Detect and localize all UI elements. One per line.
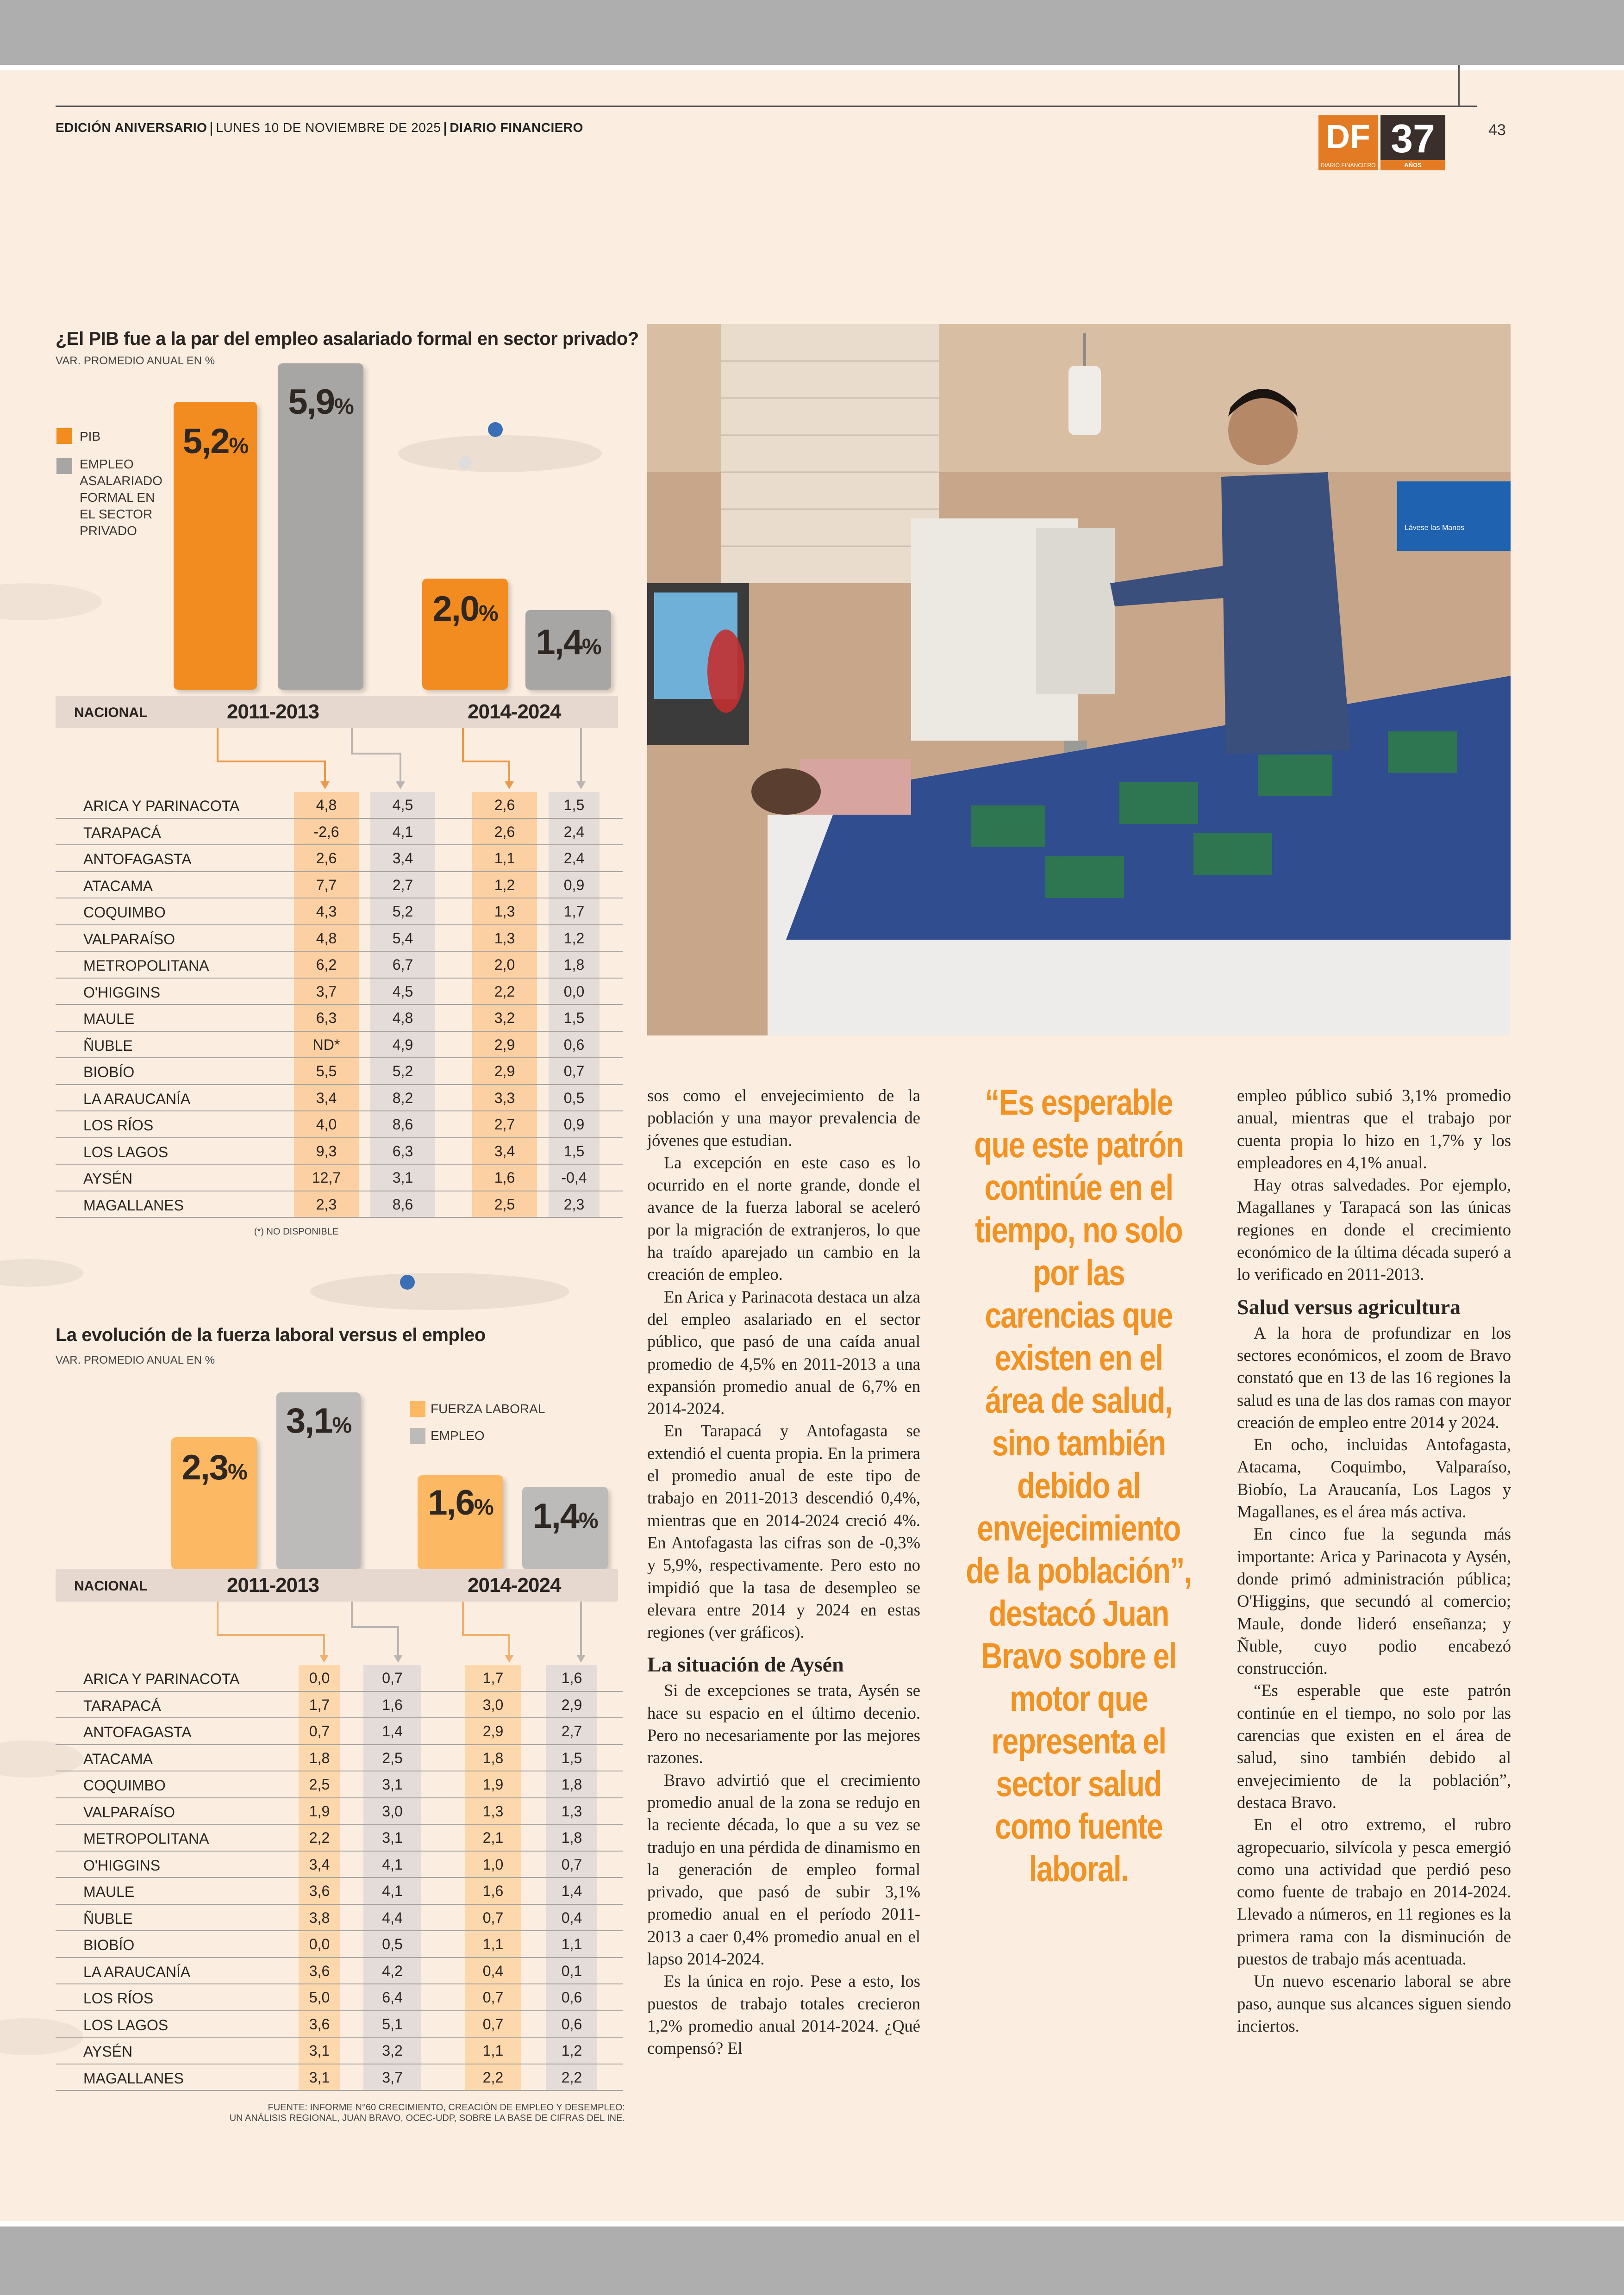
table-cell: 3,1 bbox=[370, 1165, 435, 1191]
table-row bbox=[56, 1665, 623, 1692]
region-name: ARICA Y PARINACOTA bbox=[83, 798, 240, 814]
table-cell: 3,8 bbox=[299, 1905, 340, 1931]
table-cell: 1,8 bbox=[299, 1745, 340, 1771]
table-cell: 4,2 bbox=[363, 1958, 421, 1984]
table-cell: 4,1 bbox=[363, 1852, 421, 1877]
table-cell: 1,9 bbox=[465, 1771, 521, 1797]
table-cell: 3,0 bbox=[363, 1798, 421, 1824]
table-cell: -0,4 bbox=[549, 1165, 600, 1191]
chart2-source: FUENTE: INFORME N°60 CRECIMIENTO, CREACIÓN DE EMPLEO Y DESEMPLEO: UN ANÁLISIS REGIONAL, JUAN BRAVO, OCEC-UDP, SOBRE LA BASE DE CIFRAS DEL INE. bbox=[229, 2102, 625, 2123]
table-cell: 1,4 bbox=[546, 1878, 597, 1904]
table-cell: 2,2 bbox=[465, 2064, 521, 2090]
bar-empleo-2011-2013 bbox=[276, 1392, 361, 1569]
bar-fuerza-2011-2013 bbox=[171, 1437, 257, 1569]
article-column-1 bbox=[647, 1085, 920, 2059]
chart2-subtitle: VAR. PROMEDIO ANUAL EN % bbox=[56, 1354, 215, 1366]
paragraph: Si de excepciones se trata, Aysén se hace su espacio en el último decenio. Pero no necesariamente por las mejores razones. bbox=[647, 1681, 920, 1767]
table-cell: 12,7 bbox=[294, 1165, 359, 1191]
table-cell: 4,5 bbox=[370, 979, 435, 1004]
table-cell: 1,3 bbox=[472, 925, 537, 951]
table-cell: 4,1 bbox=[370, 819, 435, 845]
table-cell: 0,7 bbox=[549, 1058, 600, 1084]
region-name: TARAPACÁ bbox=[83, 824, 161, 841]
paragraph: En Arica y Parinacota destaca un alza del empleo asalariado en el sector público, que pasó de una caída anual promedio de 4,5% en 2011-2013 a una expansión promedio anual de 6,7% en 2014-2024. bbox=[647, 1287, 920, 1418]
table-cell: 0,7 bbox=[363, 1665, 421, 1691]
region-name: COQUIMBO bbox=[83, 904, 166, 921]
legend-fuerza-laboral: FUERZA LABORAL bbox=[431, 1402, 545, 1416]
region-name: LA ARAUCANÍA bbox=[83, 1963, 191, 1980]
table-row bbox=[56, 898, 623, 925]
table-cell: 3,3 bbox=[472, 1085, 537, 1111]
table-cell: 4,4 bbox=[363, 1905, 421, 1931]
table-cell: 1,5 bbox=[549, 792, 600, 818]
table-row bbox=[56, 1905, 623, 1932]
table-row bbox=[56, 2038, 623, 2064]
table-cell: 9,3 bbox=[294, 1138, 359, 1164]
table-cell: 3,6 bbox=[299, 1878, 340, 1904]
table-cell: 1,1 bbox=[465, 2038, 521, 2064]
table-cell: 1,3 bbox=[472, 898, 537, 924]
chart1-regional-table bbox=[56, 792, 623, 1218]
table-row bbox=[56, 845, 623, 872]
table-row bbox=[56, 1771, 623, 1798]
table-cell: 3,6 bbox=[299, 2011, 340, 2037]
table-cell: 0,4 bbox=[465, 1958, 521, 1984]
bar-empleo-2014-2024 bbox=[525, 610, 611, 690]
table-cell: 3,2 bbox=[472, 1005, 537, 1031]
table-cell: 1,6 bbox=[472, 1165, 537, 1191]
table-cell: 4,8 bbox=[294, 925, 359, 951]
table-cell: 3,7 bbox=[363, 2064, 421, 2090]
table-cell: 2,7 bbox=[546, 1718, 597, 1744]
table-cell: 2,0 bbox=[472, 952, 537, 978]
chart1-subtitle: VAR. PROMEDIO ANUAL EN % bbox=[56, 355, 215, 367]
bar-value: 5,9% bbox=[288, 382, 353, 422]
table-cell: 4,9 bbox=[370, 1032, 435, 1058]
table-cell: 1,5 bbox=[549, 1005, 600, 1031]
table-cell: 1,8 bbox=[465, 1745, 521, 1771]
table-cell: 1,2 bbox=[472, 872, 537, 898]
table-cell: 0,6 bbox=[549, 1032, 600, 1058]
region-name: MAGALLANES bbox=[83, 1197, 184, 1214]
table-cell: 4,8 bbox=[370, 1005, 435, 1031]
table-cell: 2,5 bbox=[472, 1191, 537, 1217]
table-cell: 6,4 bbox=[363, 1984, 421, 2010]
table-cell: 5,5 bbox=[294, 1058, 359, 1084]
subheading-salud: Salud versus agricultura bbox=[1237, 1295, 1461, 1319]
table-cell: 1,4 bbox=[363, 1718, 421, 1744]
table-cell: 5,2 bbox=[370, 1058, 435, 1084]
chart2-regional-table bbox=[56, 1665, 623, 2091]
table-cell: 1,1 bbox=[465, 1931, 521, 1957]
header-dateline bbox=[56, 120, 583, 136]
table-cell: 1,7 bbox=[465, 1665, 521, 1691]
table-cell: 4,5 bbox=[370, 792, 435, 818]
paragraph: En Tarapacá y Antofagasta se extendió el cuenta propia. En la primera el promedio anual de este tipo de trabajo en 2011-2013 descendió 0,4%, mientras que en 2014-2024 creció 4%. En Antofagasta las cifras son de -0,3% y 5,9%, respectivamente. Pero esto no impidió que la tasa de desempleo se elevara entre 2014 y 2024 en estas regiones (ver gráficos). bbox=[647, 1421, 920, 1642]
region-name: ATACAMA bbox=[83, 1750, 153, 1767]
paragraph: empleo público subió 3,1% promedio anual, mientras que el trabajo por cuenta propia lo hizo en 1,7% y los empleadores en 4,1% anual. bbox=[1237, 1086, 1511, 1172]
table-row bbox=[56, 1852, 623, 1878]
table-cell: 2,7 bbox=[370, 872, 435, 898]
national-label: NACIONAL bbox=[74, 1578, 148, 1594]
table-cell: 4,1 bbox=[363, 1878, 421, 1904]
date-label: LUNES 10 DE NOVIEMBRE DE 2025 bbox=[216, 120, 441, 135]
table-row bbox=[56, 1718, 623, 1745]
national-label: NACIONAL bbox=[74, 705, 148, 720]
period-label: 2011-2013 bbox=[227, 1574, 319, 1597]
region-name: LOS LAGOS bbox=[83, 2016, 169, 2033]
period-label: 2011-2013 bbox=[227, 700, 319, 723]
region-name: LA ARAUCANÍA bbox=[83, 1090, 191, 1107]
chart2-title: La evolución de la fuerza laboral versus el empleo bbox=[56, 1325, 486, 1345]
table-cell: 6,3 bbox=[294, 1005, 359, 1031]
table-cell: 0,5 bbox=[549, 1085, 600, 1111]
table-cell: 6,2 bbox=[294, 952, 359, 978]
bar-empleo-2014-2024 bbox=[522, 1487, 608, 1569]
table-row bbox=[56, 1032, 623, 1059]
table-cell: 1,5 bbox=[546, 1745, 597, 1771]
table-cell: 2,9 bbox=[546, 1692, 597, 1718]
region-name: METROPOLITANA bbox=[83, 1830, 209, 1847]
chart1-note: (*) NO DISPONIBLE bbox=[254, 1227, 339, 1237]
table-cell: 3,1 bbox=[363, 1825, 421, 1851]
table-cell: 0,4 bbox=[546, 1905, 597, 1931]
table-cell: 0,6 bbox=[546, 2011, 597, 2037]
pull-quote: “Es esperable que este patrón continúe en el tiempo, no solo por las carencias que existen en el área de salud, sino también debido al envejecimiento de la población”, destacó Juan Bravo sobre el motor que representa el sector salud como fuente laboral. bbox=[966, 1082, 1192, 1889]
table-cell: 5,0 bbox=[299, 1984, 340, 2010]
paper-name: DIARIO FINANCIERO bbox=[450, 120, 583, 135]
table-cell: 3,4 bbox=[294, 1085, 359, 1111]
table-row bbox=[56, 1798, 623, 1825]
region-name: TARAPACÁ bbox=[83, 1697, 161, 1714]
table-row bbox=[56, 1958, 623, 1985]
paragraph: Bravo advirtió que el crecimiento promedio anual de la zona se redujo en la reciente década, lo que a su vez se tradujo en una pérdida de dinamismo en la generación de empleo formal privado, que pasó de subir 3,1% promedio anual en el período 2011-2013 a caer 0,4% promedio anual en el lapso 2014-2024. bbox=[647, 1770, 920, 1968]
paragraph: Hay otras salvedades. Por ejemplo, Magallanes y Tarapacá son las únicas regiones en donde el crecimiento económico de la última década superó a lo verificado en 2011-2013. bbox=[1237, 1175, 1511, 1284]
region-name: ARICA Y PARINACOTA bbox=[83, 1671, 240, 1687]
table-row bbox=[56, 1191, 623, 1218]
bar-value: 2,0% bbox=[432, 589, 498, 629]
paragraph: A la hora de profundizar en los sectores económicos, el zoom de Bravo constató que en 13 de las 16 regiones la salud es una de las dos ramas con mayor creación de empleo entre 2014 y 2024. bbox=[1237, 1323, 1511, 1432]
table-cell: 4,0 bbox=[294, 1111, 359, 1137]
table-cell: 2,5 bbox=[299, 1771, 340, 1797]
region-name: AYSÉN bbox=[83, 2043, 133, 2060]
region-name: LOS RÍOS bbox=[83, 1990, 154, 2007]
table-cell: 7,7 bbox=[294, 872, 359, 898]
table-row bbox=[56, 792, 623, 819]
table-cell: 3,0 bbox=[465, 1692, 521, 1718]
edition-label: EDICIÓN ANIVERSARIO bbox=[56, 120, 207, 135]
table-cell: 0,6 bbox=[546, 1984, 597, 2010]
table-cell: 0,1 bbox=[546, 1958, 597, 1984]
table-cell: 3,2 bbox=[363, 2038, 421, 2064]
table-cell: 3,6 bbox=[299, 1958, 340, 1984]
table-cell: 3,4 bbox=[472, 1138, 537, 1164]
chart1-national-row bbox=[56, 696, 618, 728]
legend-swatch-fuerza bbox=[410, 1401, 425, 1417]
region-name: ANTOFAGASTA bbox=[83, 851, 192, 867]
table-cell: 0,0 bbox=[549, 979, 600, 1004]
table-cell: 2,2 bbox=[299, 1825, 340, 1851]
table-cell: 4,8 bbox=[294, 792, 359, 818]
region-name: BIOBÍO bbox=[83, 1064, 135, 1080]
region-name: COQUIMBO bbox=[83, 1777, 166, 1794]
table-row bbox=[56, 1745, 623, 1772]
table-row bbox=[56, 1878, 623, 1905]
legend-empleo: EMPLEO ASALARIADO FORMAL EN EL SECTOR PRIVADO bbox=[80, 457, 162, 538]
paragraph: La excepción en este caso es lo ocurrido en el norte grande, donde el avance de la fuerza laboral se aceleró por la migración de extranjeros, lo que ha traído aparejado un cambio en la creación de empleo. bbox=[647, 1153, 920, 1284]
paragraph: Es la única en rojo. Pese a esto, los puestos de trabajo totales crecieron 1,2% promedio anual 2014-2024. ¿Qué compensó? El bbox=[647, 1971, 920, 2058]
table-row bbox=[56, 952, 623, 979]
bar-pib-2011-2013 bbox=[174, 402, 257, 690]
photo-sign-text: Lávese las Manos bbox=[1405, 524, 1464, 532]
region-name: ANTOFAGASTA bbox=[83, 1724, 192, 1740]
region-name: O'HIGGINS bbox=[83, 984, 161, 1001]
table-cell: 0,7 bbox=[465, 1984, 521, 2010]
table-cell: 4,3 bbox=[294, 898, 359, 924]
bar-fuerza-2014-2024 bbox=[418, 1475, 503, 1569]
table-row bbox=[56, 1005, 623, 1032]
table-row bbox=[56, 2064, 623, 2091]
table-cell: 0,9 bbox=[549, 872, 600, 898]
region-name: VALPARAÍSO bbox=[83, 1803, 175, 1821]
table-cell: 8,2 bbox=[370, 1085, 435, 1111]
table-row bbox=[56, 819, 623, 846]
chart1-connectors bbox=[56, 728, 625, 793]
table-cell: 2,3 bbox=[549, 1191, 600, 1217]
table-row bbox=[56, 1058, 623, 1085]
table-cell: 2,6 bbox=[472, 819, 537, 845]
table-cell: 8,6 bbox=[370, 1111, 435, 1137]
table-row bbox=[56, 1085, 623, 1112]
article-column-3 bbox=[1237, 1085, 1511, 2037]
table-cell: 1,3 bbox=[465, 1798, 521, 1824]
chart1-title: ¿El PIB fue a la par del empleo asalariado formal en sector privado? bbox=[56, 329, 639, 349]
bar-empleo-2011-2013 bbox=[278, 363, 363, 690]
table-cell: 1,6 bbox=[546, 1665, 597, 1691]
anniversary-logo: 37 AÑOS bbox=[1380, 115, 1445, 170]
table-row bbox=[56, 979, 623, 1005]
table-cell: 1,2 bbox=[549, 925, 600, 951]
table-cell: 2,2 bbox=[472, 979, 537, 1004]
table-cell: 3,1 bbox=[363, 1771, 421, 1797]
paragraph: En ocho, incluidas Antofagasta, Atacama, Coquimbo, Valparaíso, Biobío, La Araucanía, Los Lagos y Magallanes, es el área más activa. bbox=[1237, 1435, 1511, 1522]
bar-value: 3,1% bbox=[286, 1401, 351, 1441]
bar-value: 1,4% bbox=[532, 1497, 598, 1536]
region-name: AYSÉN bbox=[83, 1170, 133, 1187]
table-row bbox=[56, 872, 623, 899]
header-rule bbox=[56, 106, 1477, 107]
region-name: ATACAMA bbox=[83, 877, 153, 894]
table-cell: 5,4 bbox=[370, 925, 435, 951]
region-name: LOS LAGOS bbox=[83, 1143, 169, 1160]
page-number: 43 bbox=[1488, 121, 1506, 139]
legend-pib: PIB bbox=[80, 429, 101, 443]
bar-value: 2,3% bbox=[181, 1448, 247, 1487]
table-row bbox=[56, 1931, 623, 1958]
region-name: VALPARAÍSO bbox=[83, 930, 175, 948]
table-cell: 3,7 bbox=[294, 979, 359, 1004]
table-row bbox=[56, 2011, 623, 2038]
table-cell: 2,4 bbox=[549, 819, 600, 845]
legend-empleo: EMPLEO bbox=[431, 1428, 485, 1443]
bar-value: 1,4% bbox=[536, 623, 601, 662]
table-cell: 1,6 bbox=[465, 1878, 521, 1904]
table-cell: 2,9 bbox=[472, 1032, 537, 1058]
table-cell: 2,9 bbox=[472, 1058, 537, 1084]
legend-swatch-pib bbox=[56, 428, 72, 444]
table-cell: 3,1 bbox=[299, 2038, 340, 2064]
table-cell: 2,3 bbox=[294, 1191, 359, 1217]
table-cell: 1,6 bbox=[363, 1692, 421, 1718]
table-row bbox=[56, 1111, 623, 1138]
paragraph: En cinco fue la segunda más importante: Arica y Parinacota y Aysén, donde primó administración pública; O'Higgins, que secundó al comercio; Maule, donde lideró enseñanza; y Ñuble, cuyo podio encabezó construcción. bbox=[1237, 1524, 1511, 1678]
region-name: ÑUBLE bbox=[83, 1910, 133, 1927]
region-name: BIOBÍO bbox=[83, 1937, 135, 1953]
paragraph: En el otro extremo, el rubro agropecuario, silvícola y pesca emergió como una actividad que perdió peso como fuente de trabajo en 2014-2024. Llevado a números, en 11 regiones es la primera rama con la disminución de puestos de trabajo más acentuada. bbox=[1237, 1815, 1511, 1968]
region-name: LOS RÍOS bbox=[83, 1117, 154, 1134]
region-name: MAGALLANES bbox=[83, 2070, 184, 2087]
table-cell: 5,2 bbox=[370, 898, 435, 924]
table-cell: 2,9 bbox=[465, 1718, 521, 1744]
table-cell: ND* bbox=[294, 1032, 359, 1058]
table-cell: 1,8 bbox=[549, 952, 600, 978]
table-cell: 1,8 bbox=[546, 1825, 597, 1851]
paragraph: Un nuevo escenario laboral se abre paso, aunque sus alcances siguen siendo inciertos. bbox=[1237, 1971, 1511, 2035]
table-row bbox=[56, 925, 623, 952]
bar-value: 5,2% bbox=[182, 422, 248, 461]
legend-swatch-empleo bbox=[410, 1428, 425, 1444]
table-row bbox=[56, 1165, 623, 1191]
table-cell: 0,5 bbox=[363, 1931, 421, 1957]
table-cell: 3,4 bbox=[299, 1852, 340, 1877]
hospital-dialysis-photo bbox=[647, 324, 1511, 1035]
region-name: METROPOLITANA bbox=[83, 957, 209, 974]
table-cell: 1,8 bbox=[546, 1771, 597, 1797]
region-name: MAULE bbox=[83, 1883, 135, 1900]
legend-swatch-empleo bbox=[56, 458, 72, 474]
region-name: MAULE bbox=[83, 1010, 135, 1027]
table-cell: 3,1 bbox=[299, 2064, 340, 2090]
table-cell: 0,0 bbox=[299, 1931, 340, 1957]
period-label: 2014-2024 bbox=[468, 700, 561, 723]
table-cell: 2,6 bbox=[472, 792, 537, 818]
table-cell: 0,7 bbox=[465, 1905, 521, 1931]
table-cell: 8,6 bbox=[370, 1191, 435, 1217]
table-row bbox=[56, 1138, 623, 1165]
period-label: 2014-2024 bbox=[468, 1574, 561, 1597]
table-cell: 1,7 bbox=[299, 1692, 340, 1718]
region-name: O'HIGGINS bbox=[83, 1857, 161, 1874]
header-vertical-rule bbox=[1458, 65, 1460, 106]
table-cell: 2,6 bbox=[294, 845, 359, 871]
table-cell: 2,5 bbox=[363, 1745, 421, 1771]
table-cell: 5,1 bbox=[363, 2011, 421, 2037]
table-cell: 1,1 bbox=[546, 1931, 597, 1957]
table-cell: 0,7 bbox=[546, 1852, 597, 1877]
table-cell: 1,0 bbox=[465, 1852, 521, 1877]
table-cell: 1,2 bbox=[546, 2038, 597, 2064]
chart2-connectors bbox=[56, 1602, 625, 1666]
paragraph: “Es esperable que este patrón continúe en el tiempo, no solo por las carencias que existen en el área de salud, sino también debido al envejecimiento de la población”, destaca Bravo. bbox=[1237, 1681, 1511, 1812]
table-cell: 0,7 bbox=[465, 2011, 521, 2037]
bar-value: 1,6% bbox=[428, 1483, 493, 1522]
bar-pib-2014-2024 bbox=[422, 579, 508, 690]
table-cell: 1,9 bbox=[299, 1798, 340, 1824]
table-cell: 0,0 bbox=[299, 1665, 340, 1691]
table-cell: 2,4 bbox=[549, 845, 600, 871]
table-cell: 3,4 bbox=[370, 845, 435, 871]
table-row bbox=[56, 1692, 623, 1719]
chart2-national-row bbox=[56, 1569, 618, 1602]
df-logo: DF DIARIO FINANCIERO bbox=[1318, 115, 1378, 170]
table-cell: 2,7 bbox=[472, 1111, 537, 1137]
table-cell: 1,1 bbox=[472, 845, 537, 871]
table-cell: 1,7 bbox=[549, 898, 600, 924]
region-name: ÑUBLE bbox=[83, 1037, 133, 1054]
table-cell: 2,1 bbox=[465, 1825, 521, 1851]
table-cell: 6,3 bbox=[370, 1138, 435, 1164]
subheading-aysen: La situación de Aysén bbox=[647, 1653, 844, 1677]
paragraph: sos como el envejecimiento de la población y una mayor prevalencia de jóvenes que estudian. bbox=[647, 1086, 920, 1150]
table-cell: 6,7 bbox=[370, 952, 435, 978]
table-cell: 0,9 bbox=[549, 1111, 600, 1137]
table-cell: 1,5 bbox=[549, 1138, 600, 1164]
table-cell: 1,3 bbox=[546, 1798, 597, 1824]
table-row bbox=[56, 1825, 623, 1852]
table-cell: -2,6 bbox=[294, 819, 359, 845]
table-cell: 2,2 bbox=[546, 2064, 597, 2090]
table-row bbox=[56, 1984, 623, 2011]
table-cell: 0,7 bbox=[299, 1718, 340, 1744]
